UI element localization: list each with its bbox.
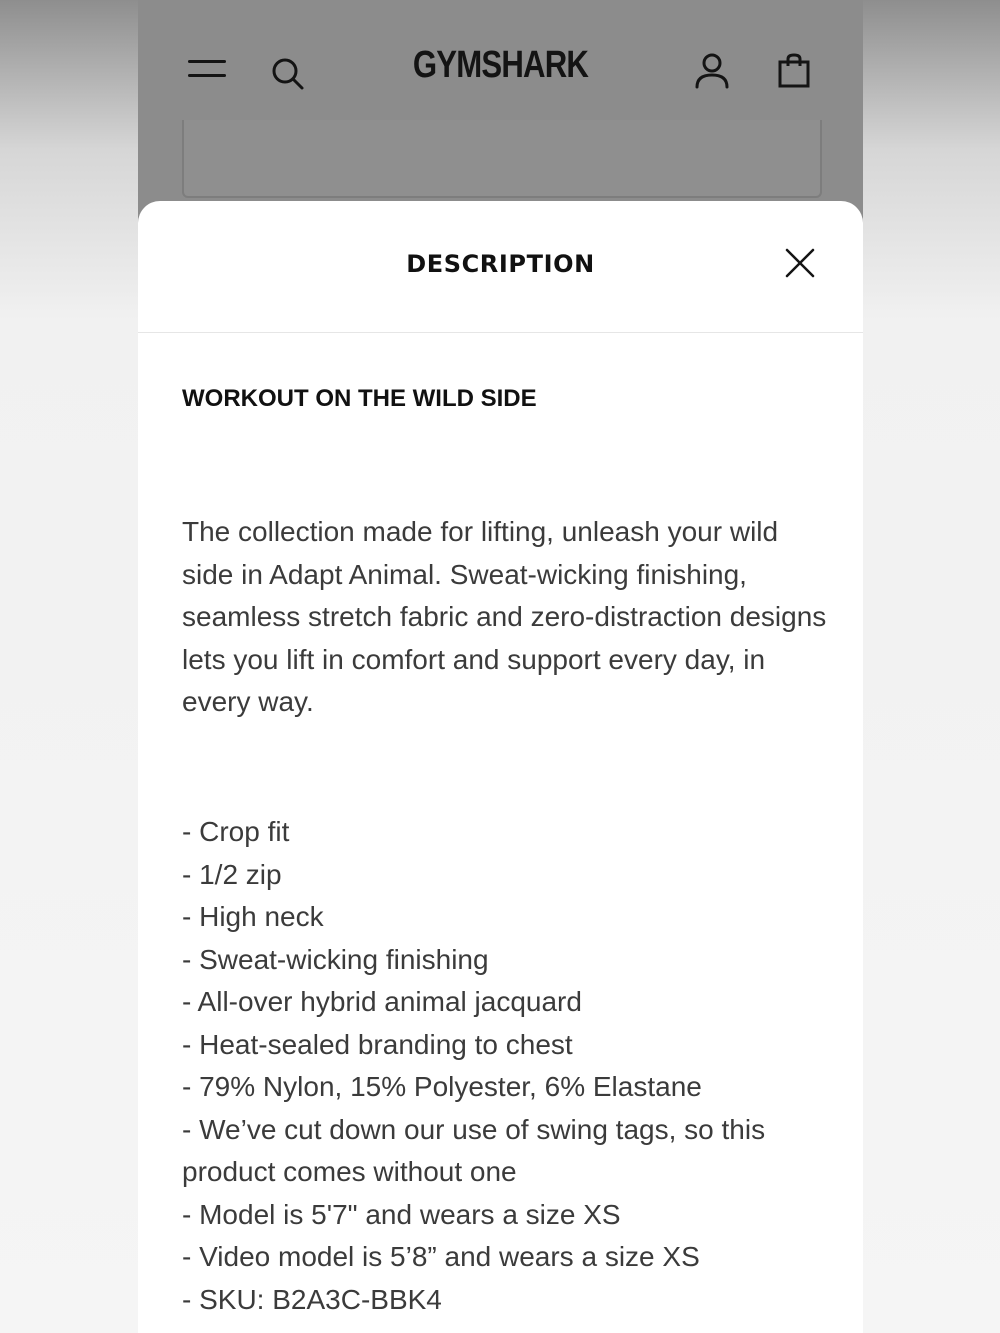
feature-item: - All-over hybrid animal jacquard <box>182 986 582 1017</box>
feature-item: - Sweat-wicking finishing <box>182 943 489 975</box>
feature-item: - Video model is 5’8” and wears a size XS <box>182 1241 700 1272</box>
account-icon[interactable] <box>694 52 730 90</box>
description-paragraph: The collection made for lifting, unleash your wild side in Adapt Animal. Sweat-wicking finishing, seamless stretch fabric and zero-distraction designs lets you lift in comfort and support every day, in every way. <box>182 516 827 717</box>
background-right <box>863 0 1000 1333</box>
feature-item: - 1/2 zip <box>182 858 282 890</box>
close-icon[interactable] <box>784 247 816 279</box>
hamburger-menu-icon[interactable] <box>188 58 228 82</box>
app-screen <box>138 0 863 1333</box>
sheet-header <box>138 201 863 333</box>
feature-item: - Model is 5'7" and wears a size XS <box>182 1198 621 1230</box>
feature-item: - Crop fit <box>182 816 290 847</box>
description-headline: WORKOUT ON THE WILD SIDE <box>182 385 537 412</box>
search-icon[interactable] <box>270 56 306 92</box>
brand-logo[interactable]: GYMSHARK <box>412 44 589 86</box>
background-product-card <box>182 120 822 198</box>
sheet-title: DESCRIPTION <box>406 250 595 278</box>
feature-list <box>182 811 832 1321</box>
feature-item: - SKU: B2A3C-BBK4 <box>182 1283 442 1315</box>
feature-item: - Heat-sealed branding to chest <box>182 1028 573 1060</box>
feature-item: - We’ve cut down our use of swing tags, so this product comes without one <box>182 1113 766 1187</box>
site-header <box>138 0 863 140</box>
description-content <box>182 381 832 1315</box>
description-sheet <box>138 201 863 1333</box>
shopping-bag-icon[interactable] <box>776 52 812 90</box>
background-left <box>0 0 138 1333</box>
feature-item: - High neck <box>182 901 324 932</box>
feature-item: - 79% Nylon, 15% Polyester, 6% Elastane <box>182 1071 702 1102</box>
